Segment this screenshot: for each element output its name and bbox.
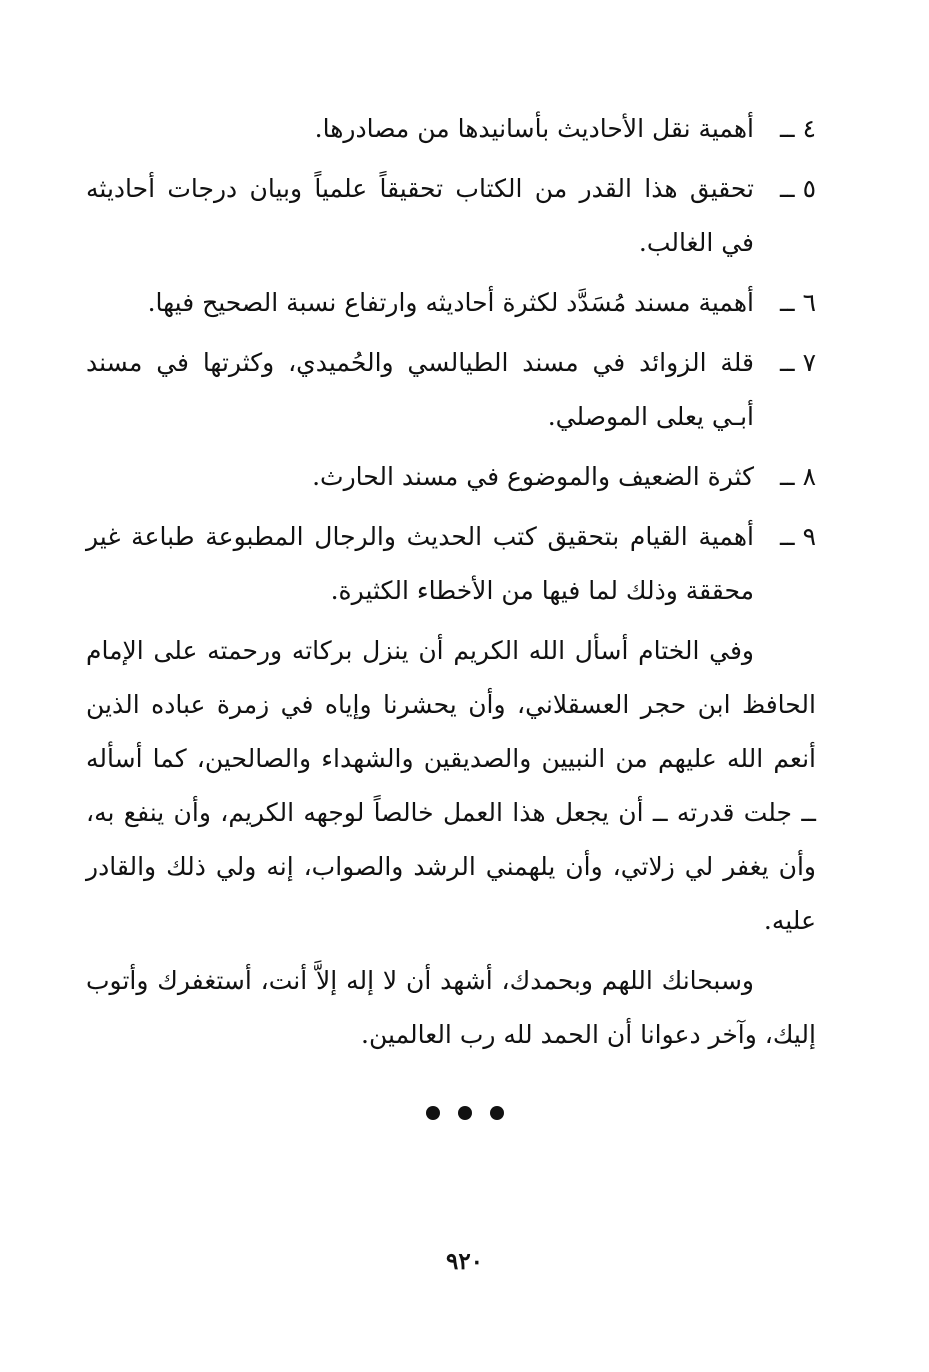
list-item-number: ٨ ــ bbox=[779, 462, 816, 491]
list-item bbox=[86, 510, 816, 618]
list-item-number: ٩ ــ bbox=[779, 522, 816, 551]
closing-prayer-paragraph: وسبحانك اللهم وبحمدك، أشهد أن لا إله إلاَّ أنت، أستغفرك وأتوب إليك، وآخر دعوانا أن الحمد لله رب العالمين. bbox=[86, 966, 816, 1049]
list-item-number: ٦ ــ bbox=[779, 288, 816, 317]
list-item-text: قلة الزوائد في مسند الطيالسي والحُميدي، وكثرتها في مسند أبـي يعلى الموصلي. bbox=[86, 348, 754, 431]
list-item-text: كثرة الضعيف والموضوع في مسند الحارث. bbox=[312, 462, 754, 491]
list-item-text: تحقيق هذا القدر من الكتاب تحقيقاً علمياً وبيان درجات أحاديثه في الغالب. bbox=[86, 174, 754, 257]
section-divider bbox=[0, 1106, 929, 1120]
page-number: ٩٢٠ bbox=[445, 1248, 484, 1275]
list-item bbox=[86, 336, 816, 444]
list-item bbox=[86, 162, 816, 270]
list-item bbox=[86, 276, 816, 330]
list-item-text: أهمية مسند مُسَدَّد لكثرة أحاديثه وارتفاع نسبة الصحيح فيها. bbox=[147, 288, 754, 317]
divider-dot-icon bbox=[490, 1106, 504, 1120]
list-item bbox=[86, 102, 816, 156]
divider-dot-icon bbox=[458, 1106, 472, 1120]
list-item bbox=[86, 450, 816, 504]
closing-paragraph: وفي الختام أسأل الله الكريم أن ينزل بركاته ورحمته على الإمام الحافظ ابن حجر العسقلاني، وأن يحشرنا وإياه في زمرة عباده الذين أنعم الله عليهم من النبيين والصديقين والشهداء والصالحين، كما أسأله ــ جلت قدرته ــ أن يجعل هذا العمل خالصاً لوجهه الكريم، وأن ينفع به، وأن يغفر لي زلاتي، وأن يلهمني الرشد والصواب، إنه ولي ذلك والقادر عليه. bbox=[86, 636, 816, 935]
list-item-number: ٥ ــ bbox=[779, 174, 816, 203]
list-item-text: أهمية نقل الأحاديث بأسانيدها من مصادرها. bbox=[314, 114, 754, 143]
divider-dot-icon bbox=[426, 1106, 440, 1120]
list-item-text: أهمية القيام بتحقيق كتب الحديث والرجال المطبوعة طباعة غير محققة وذلك لما فيها من الأخطاء الكثيرة. bbox=[86, 522, 754, 605]
list-item-number: ٤ ــ bbox=[779, 114, 816, 143]
page-content bbox=[86, 102, 816, 1068]
list-item-number: ٧ ــ bbox=[779, 348, 816, 377]
